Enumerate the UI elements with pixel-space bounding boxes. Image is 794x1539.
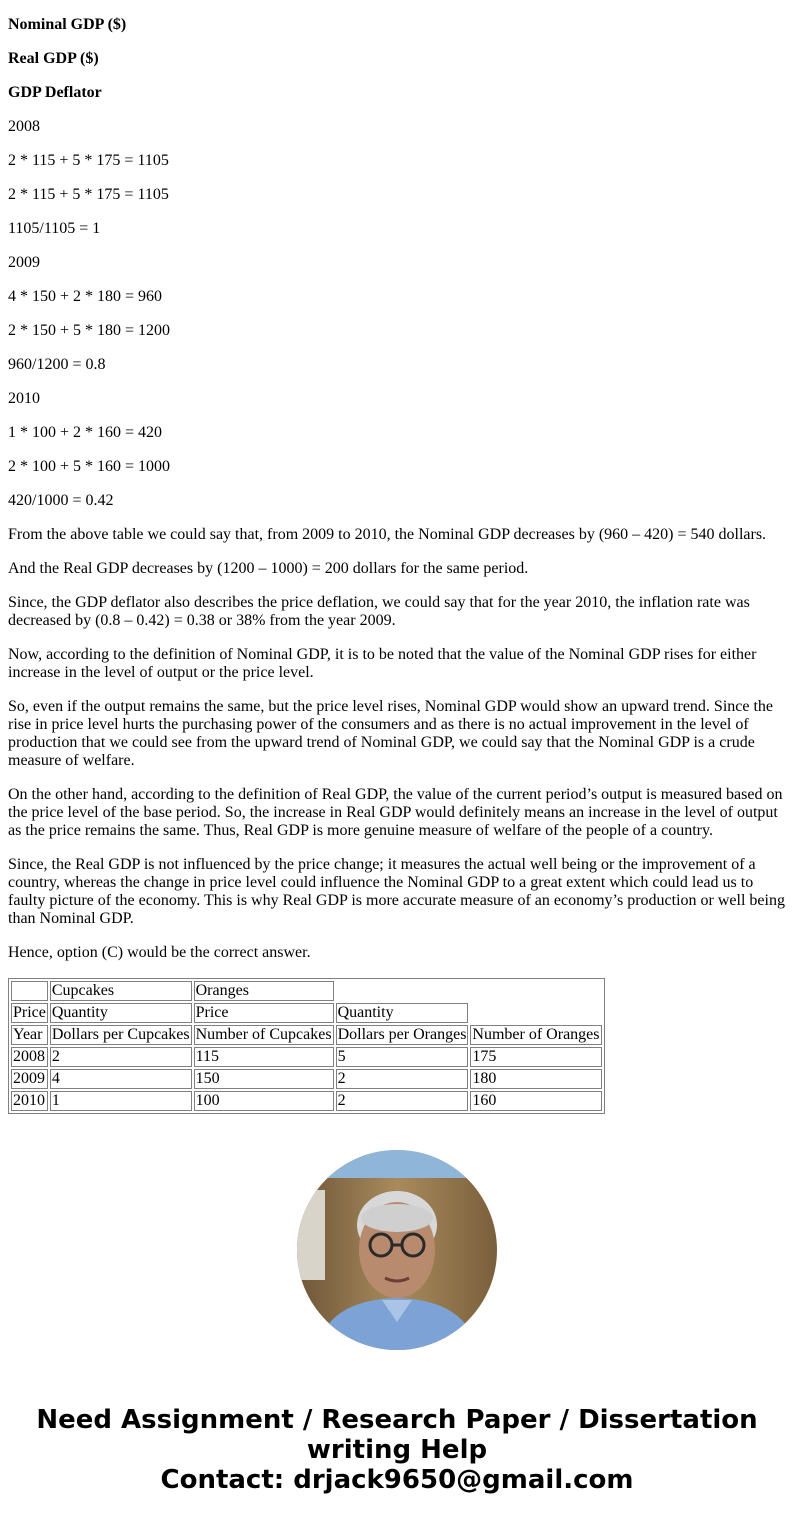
- table-header-cell: Number of Oranges: [472, 1026, 600, 1043]
- table-row: [11, 1091, 602, 1111]
- heading-real-gdp: Real GDP ($): [8, 50, 99, 67]
- document-body: [0, 16, 794, 1114]
- calc-nominal: 2 * 115 + 5 * 175 = 1105: [8, 152, 169, 169]
- heading-nominal-gdp: Nominal GDP ($): [8, 16, 127, 33]
- paragraph: And the Real GDP decreases by (1200 – 1000) = 200 dollars for the same period.: [8, 560, 529, 577]
- calc-nominal: 1 * 100 + 2 * 160 = 420: [8, 424, 163, 441]
- table-cell: 5: [336, 1047, 469, 1067]
- table-header-cell: Dollars per Oranges: [337, 1026, 467, 1043]
- paragraph: Hence, option (C) would be the correct answer.: [8, 944, 311, 961]
- calc-nominal: 4 * 150 + 2 * 180 = 960: [8, 288, 163, 305]
- table-cell: 2: [336, 1091, 469, 1111]
- table-row: [11, 1069, 602, 1089]
- calc-real: 2 * 100 + 5 * 160 = 1000: [8, 458, 171, 475]
- avatar-container: [0, 1150, 794, 1355]
- footer-banner: [0, 1405, 794, 1495]
- paragraph: On the other hand, according to the definition of Real GDP, the value of the current period’s output is measured based on the price level of the base period. So, the increase in Real GDP would definitely means an increase in the level of output as the price remains the same. Thus, Real GDP is more genuine measure of welfare of the people of a country.: [8, 786, 783, 839]
- table-cell: 175: [470, 1047, 601, 1067]
- table-cell: 115: [194, 1047, 334, 1067]
- table-cell: [11, 981, 48, 1001]
- calc-real: 2 * 150 + 5 * 180 = 1200: [8, 322, 171, 339]
- calc-real: 2 * 115 + 5 * 175 = 1105: [8, 186, 169, 203]
- table-cell: 180: [470, 1069, 601, 1089]
- table-cell: Price: [13, 1004, 46, 1021]
- paragraph: Since, the Real GDP is not influenced by the price change; it measures the actual well being or the improvement of a country, whereas the change in price level could influence the Nominal GDP to a great extent which could lead us to faulty picture of the economy. This is why Real GDP is more accurate measure of an economy’s production or well being than Nominal GDP.: [8, 856, 785, 927]
- table-cell: 2010: [11, 1091, 48, 1111]
- table-cell: 160: [470, 1091, 601, 1111]
- table-cell: Cupcakes: [50, 981, 192, 1001]
- data-table: [8, 978, 605, 1114]
- table-cell: 2008: [11, 1047, 48, 1067]
- footer-contact: Contact: drjack9650@gmail.com: [160, 1465, 634, 1495]
- avatar: [297, 1150, 497, 1350]
- calc-deflator: 960/1200 = 0.8: [8, 356, 106, 373]
- table-cell: 2: [336, 1069, 469, 1089]
- table-header-cell: Year: [11, 1025, 48, 1045]
- table-cell: Quantity: [336, 1003, 469, 1023]
- table-row: [11, 1003, 602, 1023]
- table-cell: 150: [194, 1069, 334, 1089]
- portrait-image: [297, 1150, 497, 1350]
- table-cell: 2009: [11, 1069, 48, 1089]
- calc-year: 2008: [8, 118, 40, 135]
- table-cell: Quantity: [50, 1003, 192, 1023]
- paragraph: From the above table we could say that, from 2009 to 2010, the Nominal GDP decreases by (960 – 420) = 540 dollars.: [8, 526, 767, 543]
- table-header-cell: Dollars per Cupcakes: [51, 1026, 190, 1043]
- table-cell: 100: [194, 1091, 334, 1111]
- table-row: [11, 1047, 602, 1067]
- heading-gdp-deflator: GDP Deflator: [8, 84, 102, 101]
- table-cell: 2: [50, 1047, 192, 1067]
- table-cell: Oranges: [194, 981, 334, 1001]
- table-row: [11, 981, 602, 1001]
- table-header-row: [11, 1025, 602, 1045]
- table-header-cell: Number of Cupcakes: [195, 1026, 332, 1043]
- calc-deflator: 420/1000 = 0.42: [8, 492, 114, 509]
- calc-deflator: 1105/1105 = 1: [8, 220, 101, 237]
- table-cell: 1: [50, 1091, 192, 1111]
- paragraph: Since, the GDP deflator also describes the price deflation, we could say that for the year 2010, the inflation rate was decreased by (0.8 – 0.42) = 0.38 or 38% from the year 2009.: [8, 594, 750, 629]
- footer-line: Need Assignment / Research Paper / Dissertation: [36, 1405, 758, 1435]
- paragraph: Now, according to the definition of Nominal GDP, it is to be noted that the value of the Nominal GDP rises for either increase in the level of output or the price level.: [8, 646, 757, 681]
- calc-year: 2009: [8, 254, 40, 271]
- paragraph: So, even if the output remains the same, but the price level rises, Nominal GDP would show an upward trend. Since the rise in price level hurts the purchasing power of the consumers and as there is no actual improvement in the level of production that we could see from the upward trend of Nominal GDP, we could say that the Nominal GDP is a crude measure of welfare.: [8, 698, 774, 769]
- table-cell: Price: [194, 1003, 334, 1023]
- table-cell: 4: [50, 1069, 192, 1089]
- footer-line: writing Help: [306, 1435, 488, 1465]
- calc-year: 2010: [8, 390, 40, 407]
